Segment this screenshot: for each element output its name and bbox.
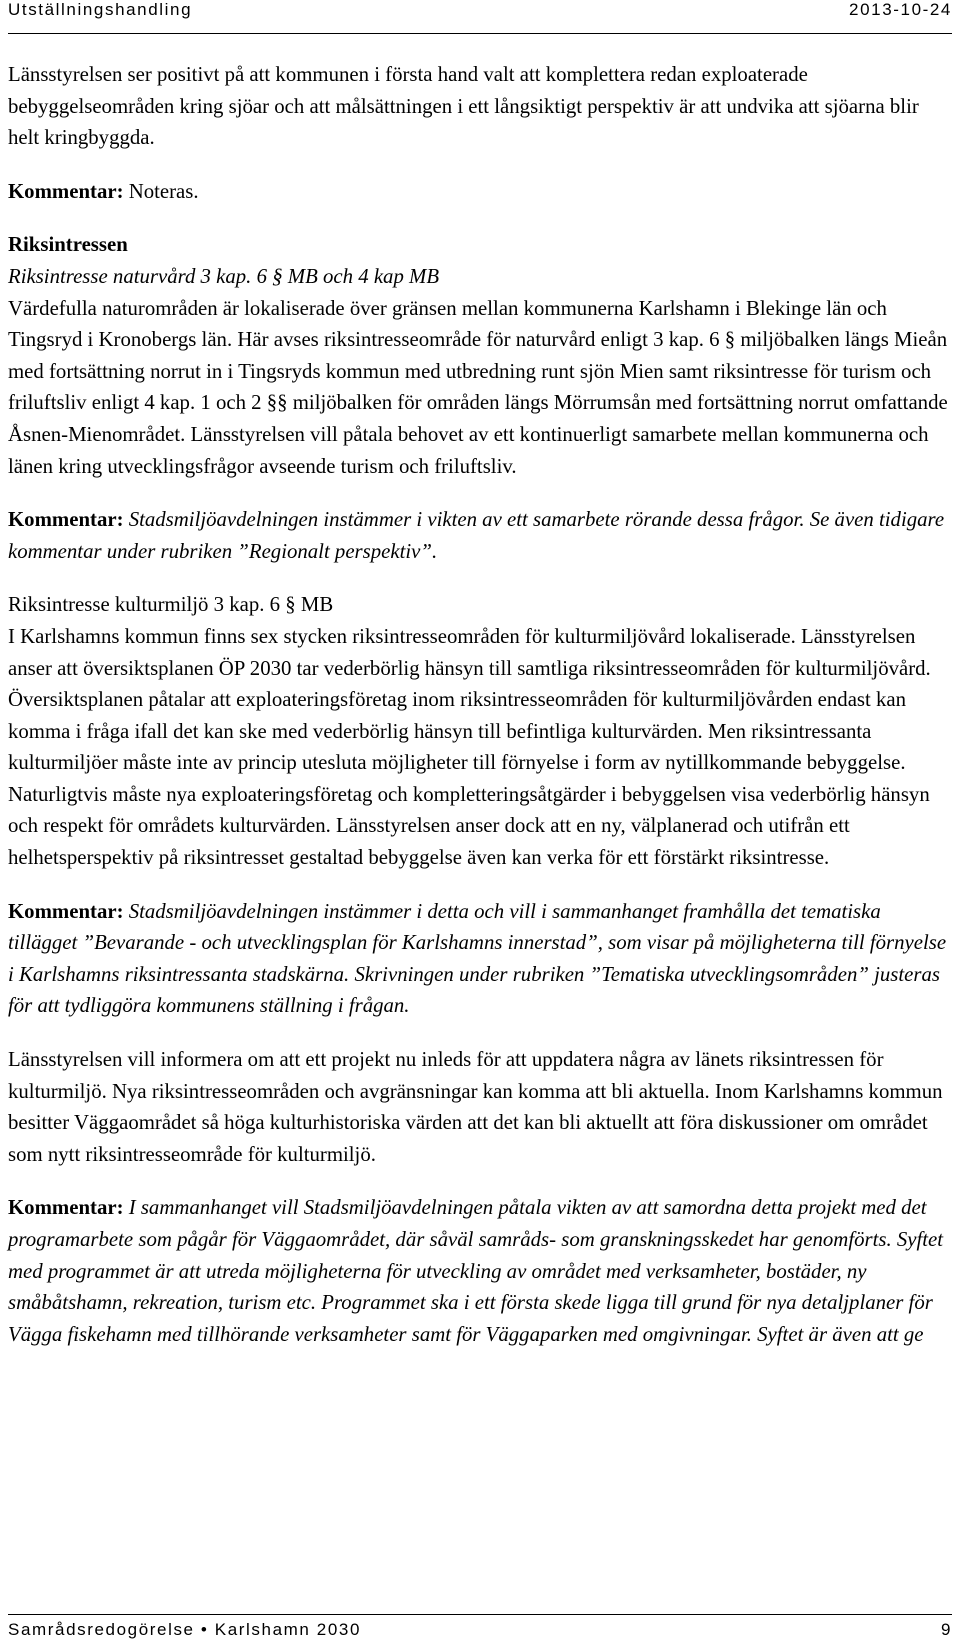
footer-title: Samrådsredogörelse • Karlshamn 2030 <box>8 1620 362 1639</box>
comment-3 <box>8 896 952 1022</box>
comment-text: I sammanhanget vill Stadsmiljöavdelningen påtala vikten av att samordna detta projekt med det programarbete som pågår för Väggaområdet, där såväl samråds- som granskningsskedet har genomförts. Syftet med programmet är att utreda möjligheterna för utveckling av området med verksamheter, bostäder, ny småbåtshamn, rekreation, turism etc. Programmet ska i ett första skede ligga till grund för nya detaljplaner för Vägga fiskehamn med tillhörande verksamheter samt för Väggaparken med omgivningar. Syftet är även att ge <box>8 1196 944 1346</box>
header-title: Utställningshandling <box>8 0 193 19</box>
subheading-naturvard: Riksintresse naturvård 3 kap. 6 § MB och 4 kap MB <box>8 264 440 288</box>
comment-2 <box>8 504 952 567</box>
comment-label: Kommentar: <box>8 179 124 203</box>
comment-label: Kommentar: <box>8 1196 124 1220</box>
paragraph-3: I Karlshamns kommun finns sex stycken riksintresseområden för kulturmiljövård lokaliserade. Länsstyrelsen anser att översiktsplanen ÖP 2030 tar vederbörlig hänsyn till samtliga riksintresseområden för kulturmiljövård. Översiktsplanen påtalar att exploateringsföretag inom riksintresseområden för kulturmiljövården endast kan komma i fråga ifall det kan ske med vederbörlig hänsyn till befintliga kulturvärden. Men riksintressanta kulturmiljöer måste inte av princip utesluta möjligheter till förnyelse i form av nytillkommande bebyggelse. Naturligtvis måste nya exploateringsföretag och kompletteringsåtgärder i bebyggelsen visa vederbörlig hänsyn och respekt för områdets kulturvärden. Länsstyrelsen anser dock att en ny, välplanerad och utifrån ett helhetsperspektiv på riksintresset gestaltad bebyggelse även kan verka för ett förstärkt riksintresse. <box>8 624 931 870</box>
comment-text: Stadsmiljöavdelningen instämmer i detta och vill i sammanhanget framhålla det tematiska tillägget ”Bevarande - och utvecklingsplan för Karlshamns innerstad”, som visar på möjligheterna till förnyelse i Karlshamns riksintressanta stadskärna. Skrivningen under rubriken ”Tematiska utvecklingsområden” justeras för att tydliggöra kommunens ställning i frågan. <box>8 899 947 1018</box>
paragraph-1: Länsstyrelsen ser positivt på att kommunen i första hand valt att komplettera redan exploaterade bebyggelseområden kring sjöar och att målsättningen i ett långsiktigt perspektiv är att undvika att sjöarna blir helt kringbyggda. <box>8 63 919 150</box>
comment-4 <box>8 1192 952 1350</box>
header-date: 2013-10-24 <box>849 0 952 19</box>
footer-rule <box>8 1614 952 1615</box>
paragraph-4: Länsstyrelsen vill informera om att ett projekt nu inleds för att uppdatera några av länets riksintressen för kulturmiljö. Nya riksintresseområden och avgränsningar kan komma att bli aktuella. Inom Karlshamns kommun besitter Väggaområdet så höga kulturhistoriska värden att det kan bli aktuellt att föra diskussioner om området som nytt riksintresseområde för kulturmiljö. <box>8 1048 943 1166</box>
section-heading-riksintressen: Riksintressen <box>8 233 128 257</box>
document-body <box>8 59 952 1350</box>
comment-label: Kommentar: <box>8 508 124 532</box>
page-header <box>8 0 952 26</box>
comment-text: Noteras. <box>123 179 199 203</box>
page-number: 9 <box>940 1620 952 1639</box>
subheading-kulturmiljo: Riksintresse kulturmiljö 3 kap. 6 § MB <box>8 593 334 617</box>
comment-1 <box>8 176 952 208</box>
header-rule <box>8 33 952 34</box>
paragraph-2: Värdefulla naturområden är lokaliserade över gränsen mellan kommunerna Karlshamn i Blekinge län och Tingsryd i Kronobergs län. Här avses riksintresseområde för naturvård enligt 3 kap. 6 § miljöbalken längs Mieån med fortsättning norrut in i Tingsryds kommun med utbredning runt sjön Mien samt riksintresse för turism och friluftsliv enligt 4 kap. 1 och 2 §§ miljöbalken för områden längs Mörrumsån med fortsättning norrut omfattande Åsnen-Mienområdet. Länsstyrelsen vill påtala behovet av ett kontinuerligt samarbete mellan kommunerna och länen kring utvecklingsfrågor avseende turism och friluftsliv. <box>8 296 948 478</box>
comment-text: Stadsmiljöavdelningen instämmer i vikten av ett samarbete rörande dessa frågor. Se även tidigare kommentar under rubriken ”Regionalt perspektiv”. <box>8 508 945 563</box>
comment-label: Kommentar: <box>8 899 124 923</box>
